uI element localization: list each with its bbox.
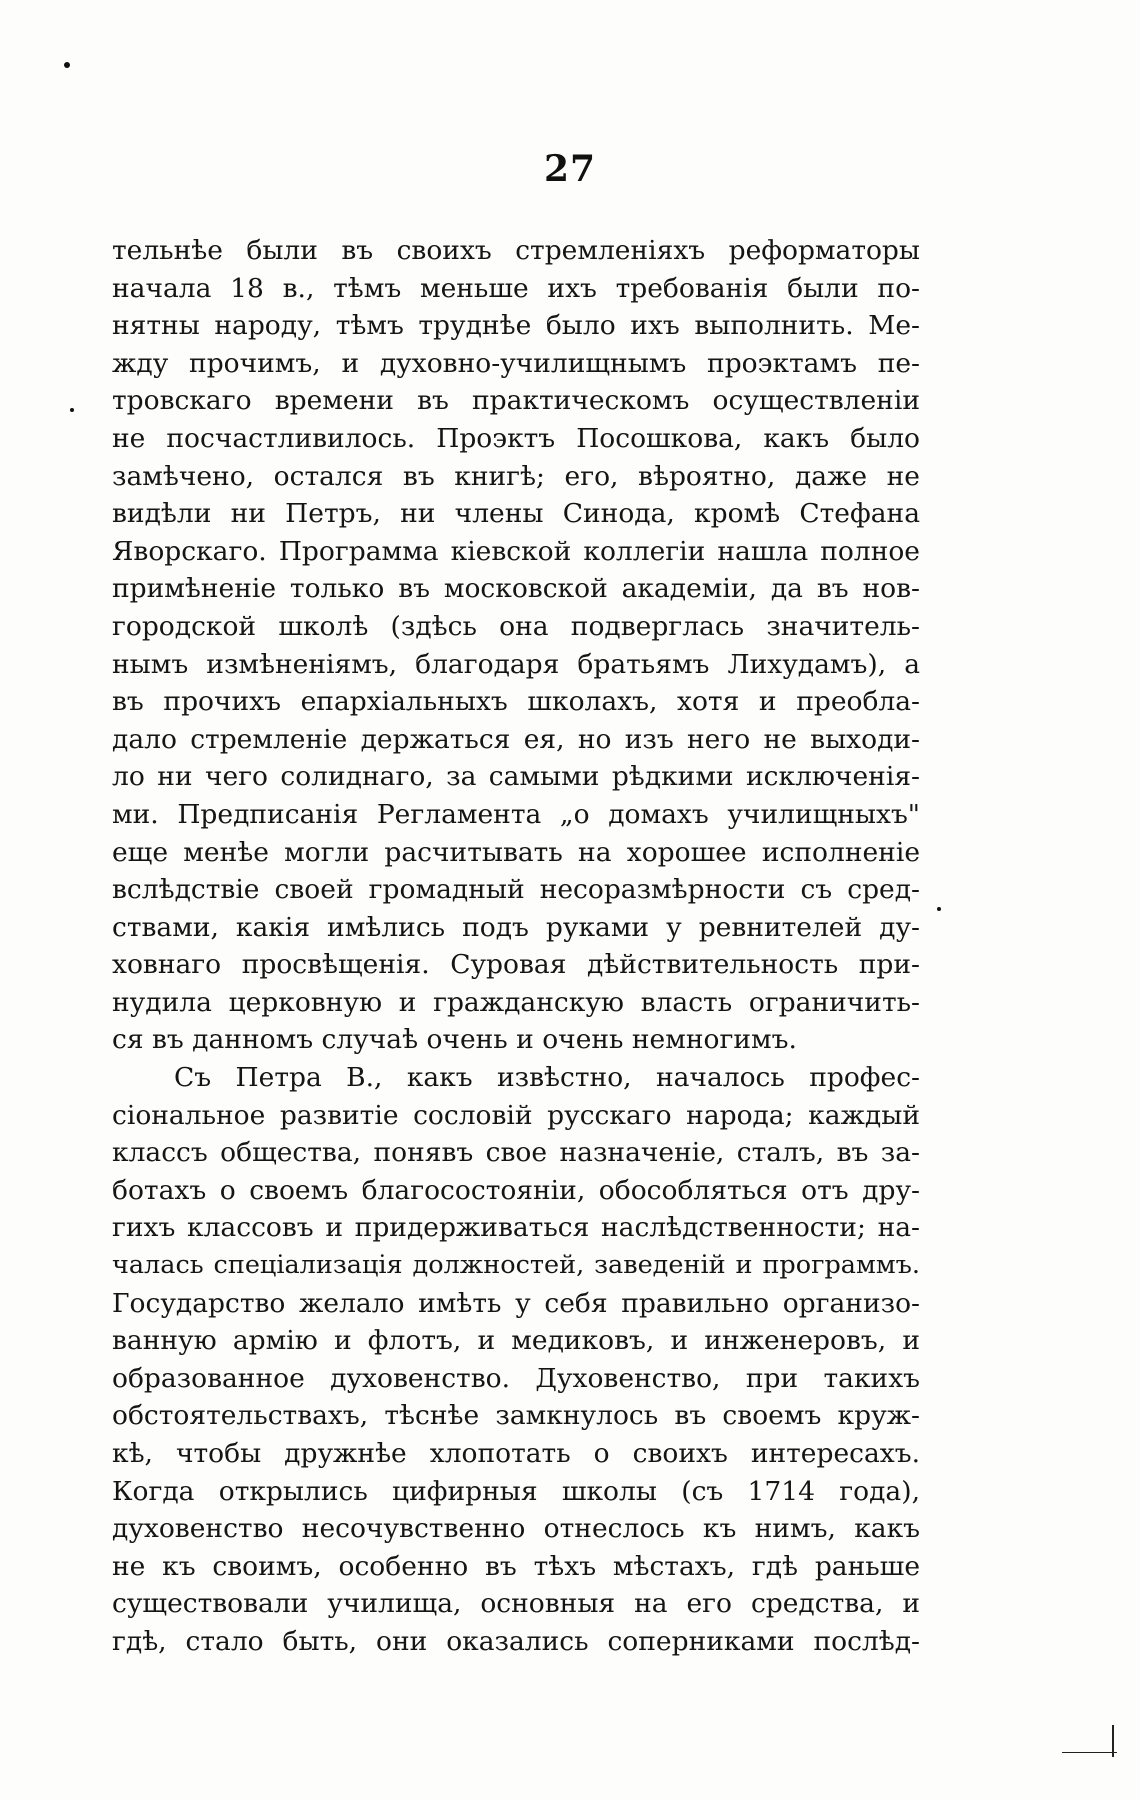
text-line: ховнаго просвѣщенія. Суровая дѣйствительность при-: [112, 949, 920, 981]
text-line: примѣненіе только въ московской академіи, да въ нов-: [112, 573, 920, 605]
text-line: сіональное развитіе сословій русскаго народа; каждый: [112, 1099, 920, 1131]
scan-edge-rule: [1062, 1752, 1117, 1753]
text-line: духовенство несочувственно отнеслось къ нимъ, какъ: [112, 1513, 920, 1545]
text-line: жду прочимъ, и духовно-училищнымъ проэктамъ пе-: [112, 347, 920, 379]
text-line: чалась спеціализація должностей, заведеній и программъ.: [112, 1250, 920, 1281]
text-line: ло ни чего солиднаго, за самыми рѣдкими исключенія-: [112, 761, 920, 793]
text-line: ми. Предписанія Регламента „о домахъ училищныхъ": [112, 798, 920, 830]
text-line: еще менѣе могли расчитывать на хорошее исполненіе: [112, 836, 920, 868]
paragraph-start-line: Съ Петра В., какъ извѣстно, началось профес-: [174, 1062, 920, 1094]
text-line: существовали училища, основныя на его средства, и: [112, 1588, 920, 1620]
text-line: не къ своимъ, особенно въ тѣхъ мѣстахъ, гдѣ раньше: [112, 1550, 920, 1582]
text-line: видѣли ни Петръ, ни члены Синода, кромѣ Стефана: [112, 498, 920, 530]
text-line: въ прочихъ епархіальныхъ школахъ, хотя и преобла-: [112, 686, 920, 718]
text-line: гихъ классовъ и придерживаться наслѣдственности; на-: [112, 1212, 920, 1244]
print-speck: [64, 62, 70, 68]
scan-edge-bar: [1112, 1725, 1114, 1757]
text-line: Яворскаго. Программа кіевской коллегіи нашла полное: [112, 535, 920, 567]
paragraph-end-line: ся въ данномъ случаѣ очень и очень немногимъ.: [112, 1024, 797, 1056]
text-line: начала 18 в., тѣмъ меньше ихъ требованія были по-: [112, 272, 920, 304]
text-line: тельнѣе были въ своихъ стремленіяхъ реформаторы: [112, 235, 920, 266]
text-line: нудила церковную и гражданскую власть ограничить-: [112, 986, 920, 1018]
text-line: классъ общества, понявъ свое назначеніе, сталъ, въ за-: [112, 1137, 920, 1169]
text-line: Когда открылись цифирныя школы (съ 1714 года),: [112, 1475, 920, 1507]
text-line: нымъ измѣненіямъ, благодаря братьямъ Лихудамъ), а: [112, 648, 920, 680]
text-line: гдѣ, стало быть, они оказались соперниками послѣд-: [112, 1625, 920, 1657]
print-speck: [937, 907, 941, 911]
text-line: ванную армію и флотъ, и медиковъ, и инженеровъ, и: [112, 1325, 920, 1357]
body-text: [112, 232, 920, 1661]
text-line: замѣчено, остался въ книгѣ; его, вѣроятно, даже не: [112, 460, 920, 492]
text-line: ботахъ о своемъ благосостояніи, обособляться отъ дру-: [112, 1174, 920, 1206]
text-line: образованное духовенство. Духовенство, при такихъ: [112, 1362, 920, 1394]
text-line: ствами, какія имѣлись подъ руками у ревнителей ду-: [112, 911, 920, 943]
text-line: не посчастливилось. Проэктъ Посошкова, какъ было: [112, 422, 920, 454]
text-line: нятны народу, тѣмъ труднѣе было ихъ выполнить. Ме-: [112, 310, 920, 342]
text-line: Государство желало имѣть у себя правильно организо-: [112, 1287, 920, 1319]
text-line: тровскаго времени въ практическомъ осуществленіи: [112, 385, 920, 417]
print-speck: [70, 408, 74, 412]
text-line: дало стремленіе держаться ея, но изъ него не выходи-: [112, 723, 920, 755]
text-line: городской школѣ (здѣсь она подверглась значитель-: [112, 610, 920, 642]
text-line: обстоятельствахъ, тѣснѣе замкнулось въ своемъ круж-: [112, 1400, 920, 1432]
text-line: вслѣдствіе своей громадный несоразмѣрности съ сред-: [112, 874, 920, 906]
text-line: кѣ, чтобы дружнѣе хлопотать о своихъ интересахъ.: [112, 1438, 920, 1469]
page-number: 27: [543, 148, 597, 190]
